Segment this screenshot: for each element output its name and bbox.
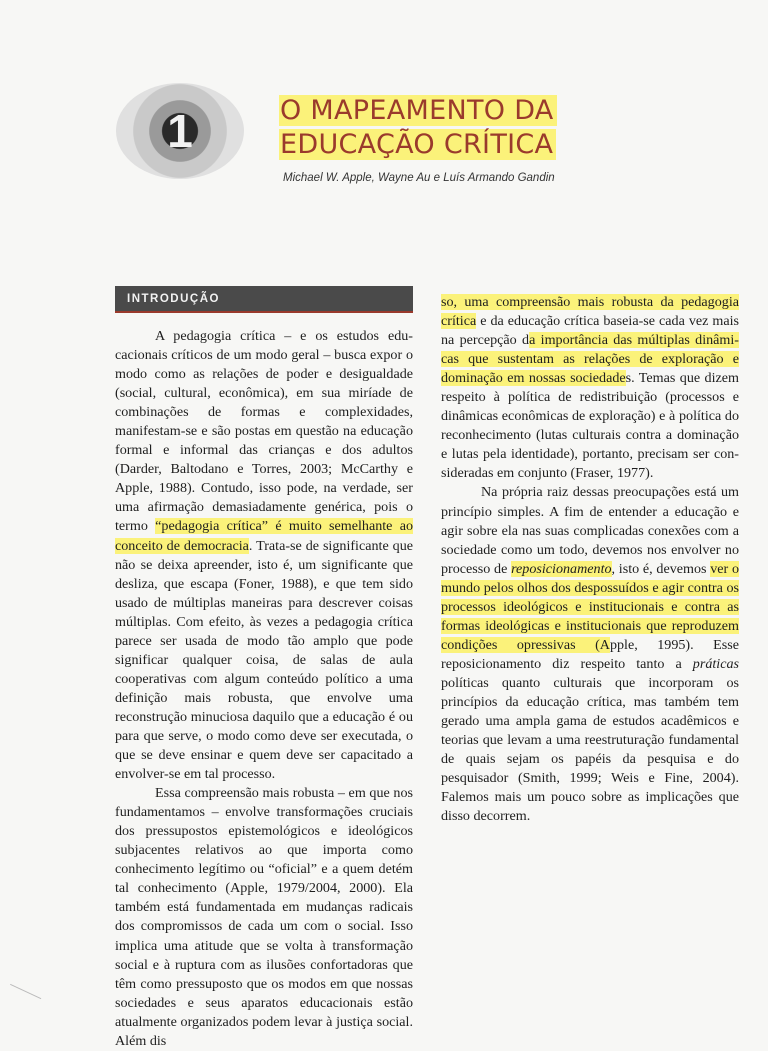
paragraph-2-continued bbox=[441, 293, 739, 483]
paragraph-1-text-a: A pedagogia crítica – e os estudos educacionais críticos de um modo geral – busca expor o modo como as relações de poder e desigualdade (social, cultural, econômica), em sua miríade de combinações de formas e complexidades, manifestam-se e são postas em questão na educação formal e informal das crianças e dos adultos (Darder, Baltodano e Torres, 2003; McCarthy e Apple, 1988). Contudo, isso pode, na verdade, ser uma afirmação demasiadamente genérica, pois o termo bbox=[115, 328, 413, 535]
highlight-olhos-dos-despossuidos: ver o mundo pelos olhos dos despossuídos e agir contra os processos ideológicos e institucionais e contra as formas ideológicas e institucionais que reproduzem condições opressivas (A bbox=[441, 560, 739, 653]
paragraph-3-text-d: políticas quanto culturais que incorporam os princípios da educação crítica, mas também tem gerado uma ampla gama de estudos acadêmicos e teorias que levam a uma reestruturação fundamental de quais sejam os papéis da pesquisa e do pesquisador (Smith, 1999; Weis e Fine, 2004). Falemos mais um pouco sobre as implicações que disso decorrem. bbox=[441, 674, 739, 825]
paragraph-3-text-a: Na própria raiz dessas preocupações está um princípio simples. A fim de entender a educação e agir sobre ela nas suas complicadas conexões com a sociedade como um todo, devemos nos envolver no processo de bbox=[441, 484, 739, 577]
page-corner-fold bbox=[1, 984, 42, 1019]
section-heading: INTRODUÇÃO bbox=[127, 292, 220, 305]
paragraph-2 bbox=[115, 784, 413, 1051]
reposicionamento-term: reposicionamento bbox=[511, 560, 612, 577]
paragraph-2-text-b: e da educação crítica baseia-se cada vez mais na percepção d bbox=[441, 313, 739, 349]
paragraph-3 bbox=[441, 483, 739, 826]
highlight-reposicionamento bbox=[511, 561, 611, 577]
chapter-number: 1 bbox=[167, 105, 193, 157]
text-column-right bbox=[441, 293, 739, 826]
chapter-authors: Michael W. Apple, Wayne Au e Luís Armando Gandin bbox=[283, 172, 555, 184]
paragraph-1 bbox=[115, 327, 413, 784]
section-heading-bar bbox=[115, 286, 413, 313]
highlight-pedagogia-critica: “pedagogia crítica” é muito semelhante ao conceito de democracia bbox=[115, 518, 413, 554]
paragraph-2-text-c: s. Temas que dizem respeito à política de redistribuição (processos e dinâmicas econômicas de exploração) e à política do reconhecimento (lutas culturais contra a dominação e lutas pela identidade), portanto, precisam ser consideradas em conjunto (Fraser, 1977). bbox=[441, 370, 739, 482]
highlight-multiplas-dinamicas: a importância das múltiplas dinâmicas que sustentam as relações de exploração e dominação em nossas sociedade bbox=[441, 332, 739, 387]
chapter-number-badge bbox=[116, 83, 244, 179]
paragraph-2-text-a: Essa compreensão mais robusta – em que nos fundamentamos – envolve transformações cruciais dos pressupostos epistemológicos e ideológicos subjacentes relativos ao que importa como conhecimento legítimo ou “oficial” e a quem detém tal conhecimento (Apple, 1979/2004, 2000). Ela também está fundamentada em mudanças radicais dos compromissos de cada um com o social. Isso implica uma atitude que se volta à transformação social e à ruptura com as ilusões confortadoras que têm como pressuposto que os modos em que nossas sociedades e seus aparatos educacionais estão atualmente organizados podem levar à justiça social. Além dis bbox=[115, 785, 413, 1049]
text-column-left bbox=[115, 327, 413, 1051]
paragraph-3-text-c: pple, 1995). Esse reposicionamento diz respeito tanto a bbox=[441, 636, 739, 672]
paragraph-1-text-b: . Trata-se de significante que não se deixa apreender, isto é, um significante que desliza, que escapa (Foner, 1988), e que tem sido usado de múltiplas maneiras para descrever coisas múltiplas. Com efeito, às vezes a pedagogia crítica parece ser usada de modo tão amplo que pode significar qualquer coisa, de salas de aula cooperativas com algum conteúdo político a uma definição mais robusta, que envolve uma reconstrução minuciosa daquilo que a educação é ou para que serve, o modo como deve ser executada, o que se deve ensinar e quem deve ser capacitado a envolver-se em tal processo. bbox=[115, 537, 413, 783]
paragraph-3-text-b: , isto é, devemos bbox=[611, 560, 711, 577]
highlight-compreensao-robusta: so, uma compreensão mais robusta da pedagogia crítica bbox=[441, 294, 739, 330]
praticas-term: práticas bbox=[692, 655, 739, 672]
chapter-title-line-2: EDUCAÇÃO CRÍTICA bbox=[279, 129, 556, 160]
chapter-title-line-1: O MAPEAMENTO DA bbox=[279, 95, 557, 126]
chapter-title bbox=[279, 94, 557, 162]
